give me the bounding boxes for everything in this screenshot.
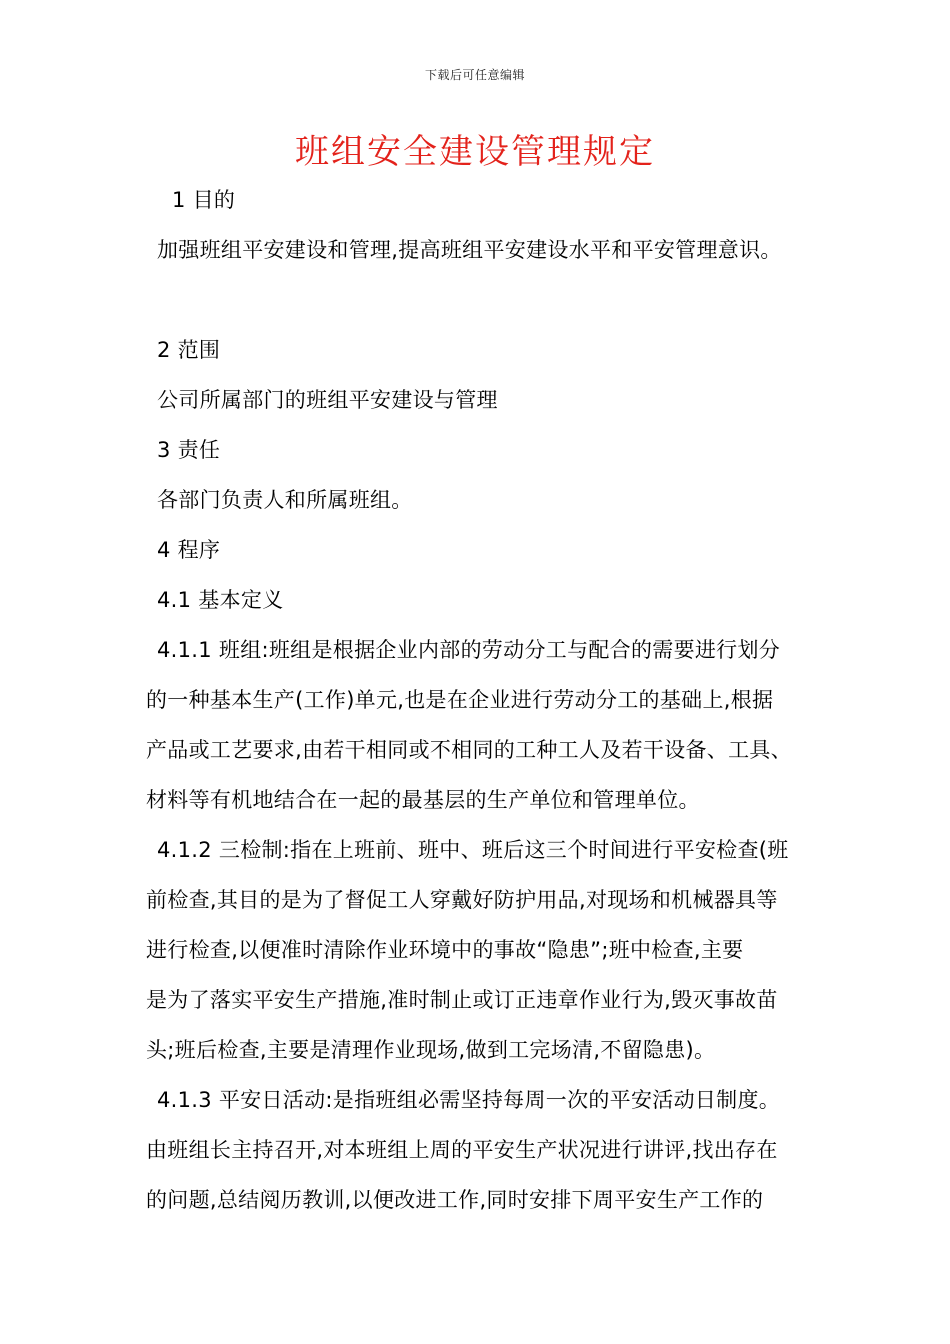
paragraph-purpose: 加强班组平安建设和管理,提高班组平安建设水平和平安管理意识。	[157, 238, 782, 262]
paragraph-line: 4.1.1 班组:班组是根据企业内部的劳动分工与配合的需要进行划分	[157, 638, 781, 662]
paragraph-line: 进行检查,以便准时清除作业环境中的事故“隐患”;班中检查,主要	[146, 938, 744, 962]
paragraph-line: 是为了落实平安生产措施,准时制止或订正违章作业行为,毁灭事故苗	[146, 988, 778, 1012]
paragraph-line: 头;班后检查,主要是清理作业现场,做到工完场清,不留隐患)。	[146, 1038, 716, 1062]
paragraph-line: 产品或工艺要求,由若干相同或不相同的工种工人及若干设备、工具、	[146, 738, 792, 762]
section-heading-responsibility: 3 责任	[157, 438, 221, 462]
page-title: 班组安全建设管理规定	[295, 132, 655, 172]
paragraph-line: 材料等有机地结合在一起的最基层的生产单位和管理单位。	[146, 788, 700, 812]
section-heading-purpose: 1 目的	[172, 188, 236, 212]
paragraph-line: 的一种基本生产(工作)单元,也是在企业进行劳动分工的基础上,根据	[146, 688, 774, 712]
paragraph-responsibility: 各部门负责人和所属班组。	[157, 488, 413, 512]
paragraph-line: 4.1.2 三检制:指在上班前、班中、班后这三个时间进行平安检查(班	[157, 838, 789, 862]
paragraph-line: 4.1.3 平安日活动:是指班组必需坚持每周一次的平安活动日制度。	[157, 1088, 781, 1112]
paragraph-scope: 公司所属部门的班组平安建设与管理	[157, 388, 498, 412]
subsection-heading-definitions: 4.1 基本定义	[157, 588, 284, 612]
paragraph-line: 由班组长主持召开,对本班组上周的平安生产状况进行讲评,找出存在	[146, 1138, 778, 1162]
header-note: 下载后可任意编辑	[424, 68, 525, 82]
section-heading-scope: 2 范围	[157, 338, 221, 362]
paragraph-line: 前检查,其目的是为了督促工人穿戴好防护用品,对现场和机械器具等	[146, 888, 778, 912]
paragraph-line: 的问题,总结阅历教训,以便改进工作,同时安排下周平安生产工作的	[146, 1188, 764, 1212]
section-heading-procedure: 4 程序	[157, 538, 221, 562]
